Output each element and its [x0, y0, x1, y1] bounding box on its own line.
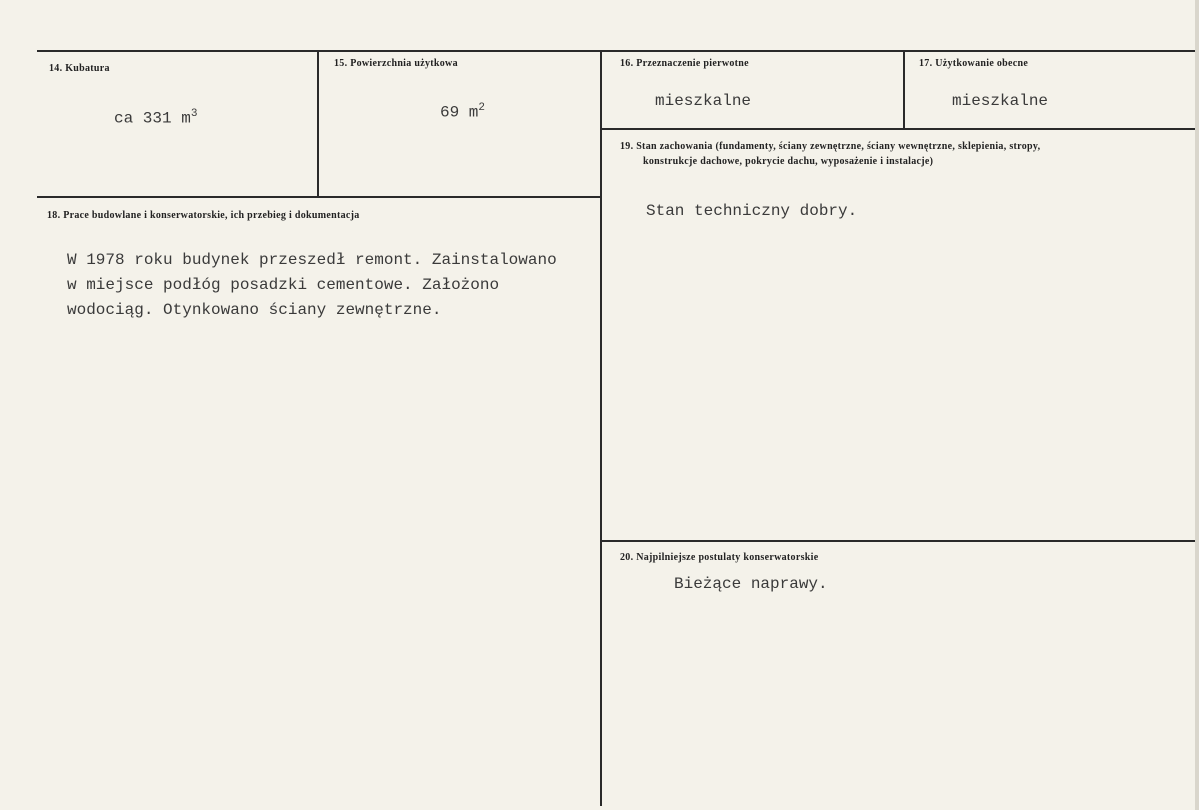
kubatura-text: ca 331 m	[114, 109, 191, 128]
divider-14-15	[317, 50, 319, 197]
prace-line-1: W 1978 roku budynek przeszedł remont. Zainstalowano	[67, 251, 557, 269]
przeznaczenie-label: 16. Przeznaczenie pierwotne	[620, 58, 749, 69]
kubatura-value	[114, 102, 197, 131]
divider-16-17	[903, 50, 905, 129]
divider-left-right	[600, 50, 602, 806]
rule-under-16-17	[602, 128, 1199, 130]
postulaty-label: 20. Najpilniejsze postulaty konserwatorskie	[620, 552, 819, 563]
kubatura-exponent: 3	[190, 108, 198, 120]
prace-line-3: wodociąg. Otynkowano ściany zewnętrzne.	[67, 301, 442, 319]
prace-label: 18. Prace budowlane i konserwatorskie, ich przebieg i dokumentacja	[47, 210, 360, 221]
stan-value: Stan techniczny dobry.	[646, 202, 858, 220]
powierzchnia-text: 69 m	[440, 103, 479, 122]
powierzchnia-exponent: 2	[478, 102, 486, 114]
uzytkowanie-label: 17. Użytkowanie obecne	[919, 58, 1029, 69]
top-rule	[37, 50, 1199, 52]
rule-under-19	[602, 540, 1199, 542]
stan-label-line1: 19. Stan zachowania (fundamenty, ściany zewnętrzne, ściany wewnętrzne, sklepienia, stropy,	[620, 141, 1041, 152]
uzytkowanie-value: mieszkalne	[952, 92, 1049, 110]
scan-edge	[1195, 0, 1199, 810]
prace-line-2: w miejsce podłóg posadzki cementowe. Założono	[67, 276, 500, 294]
stan-label-line2: konstrukcje dachowe, pokrycie dachu, wyposażenie i instalacje)	[643, 156, 934, 167]
powierzchnia-value	[440, 96, 485, 125]
kubatura-label: 14. Kubatura	[49, 63, 110, 74]
rule-under-14-15	[37, 196, 602, 198]
przeznaczenie-value: mieszkalne	[655, 92, 752, 110]
powierzchnia-label: 15. Powierzchnia użytkowa	[334, 58, 458, 69]
postulaty-value: Bieżące naprawy.	[674, 575, 828, 593]
